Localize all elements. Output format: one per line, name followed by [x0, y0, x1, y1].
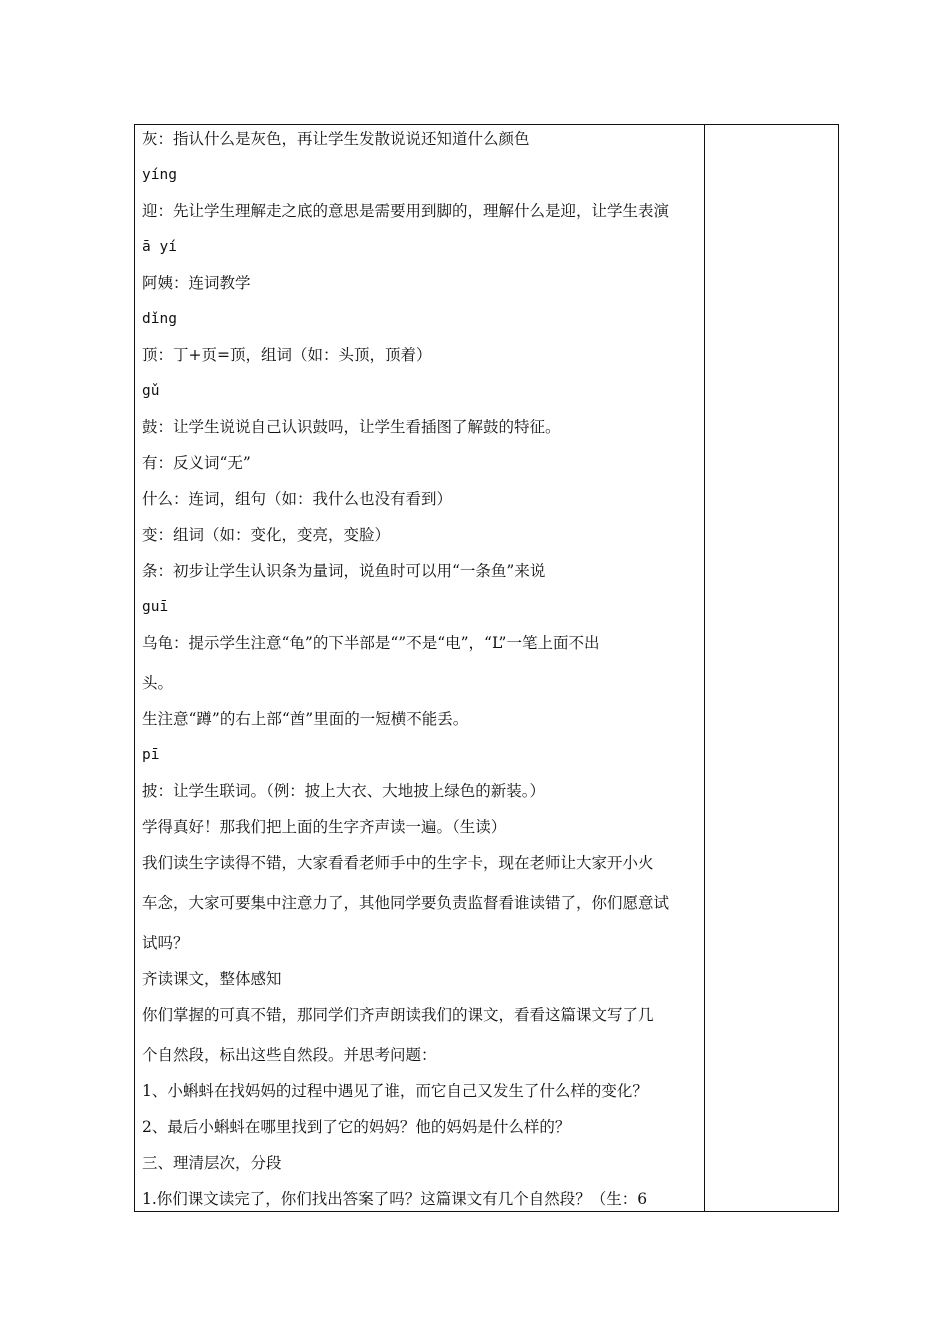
text-line: 你们掌握的可真不错，那同学们齐声朗读我们的课文，看看这篇课文写了几 — [142, 1006, 654, 1024]
text-line: 迎：先让学生理解走之底的意思是需要用到脚的，理解什么是迎，让学生表演 — [142, 202, 670, 220]
text-line: 什么：连词，组句（如：我什么也没有看到） — [142, 490, 453, 508]
text-line: 条：初步让学生认识条为量词，说鱼时可以用“一条鱼”来说 — [142, 562, 546, 580]
text-line: 2、最后小蝌蚪在哪里找到了它的妈妈？他的妈妈是什么样的？ — [142, 1118, 571, 1136]
text-line: 个自然段，标出这些自然段。并思考问题： — [142, 1046, 437, 1064]
lesson-plan-table — [134, 124, 839, 1212]
text-line: 头。 — [142, 674, 174, 692]
notes-cell — [705, 125, 838, 1211]
text-line: 披：让学生联词。（例：披上大衣、大地披上绿色的新装。） — [142, 782, 546, 800]
text-line: 我们读生字读得不错，大家看看老师手中的生字卡，现在老师让大家开小火 — [142, 854, 654, 872]
pinyin-line: gǔ — [142, 383, 160, 399]
text-line: 顶：丁+页=顶，组词（如：头顶，顶着） — [142, 346, 432, 364]
pinyin-line: dǐng — [142, 311, 177, 327]
text-line: 齐读课文，整体感知 — [142, 970, 282, 988]
pinyin-line: pī — [142, 747, 160, 763]
pinyin-line: ā yí — [142, 239, 177, 255]
text-line: 三、理清层次，分段 — [142, 1154, 282, 1172]
pinyin-line: yíng — [142, 167, 177, 183]
text-line: 1.你们课文读完了，你们找出答案了吗？这篇课文有几个自然段？（生：6 — [142, 1190, 648, 1208]
text-line: 1、小蝌蚪在找妈妈的过程中遇见了谁，而它自己又发生了什么样的变化？ — [142, 1082, 648, 1100]
text-line: 灰：指认什么是灰色，再让学生发散说说还知道什么颜色 — [142, 130, 530, 148]
text-line: 乌龟：提示学生注意“龟”的下半部是“”不是“电”，“L”一笔上面不出 — [142, 634, 600, 652]
text-line: 变：组词（如：变化，变亮，变脸） — [142, 526, 391, 544]
text-line: 学得真好！那我们把上面的生字齐声读一遍。（生读） — [142, 818, 507, 836]
text-line: 生注意“蹲”的右上部“酋”里面的一短横不能丢。 — [142, 710, 469, 728]
text-line: 有：反义词“无” — [142, 454, 251, 472]
text-line: 鼓：让学生说说自己认识鼓吗，让学生看插图了解鼓的特征。 — [142, 418, 561, 436]
text-line: 车念，大家可要集中注意力了，其他同学要负责监督看谁读错了，你们愿意试 — [142, 894, 670, 912]
text-line: 试吗？ — [142, 934, 189, 952]
text-line: 阿姨：连词教学 — [142, 274, 251, 292]
pinyin-line: guī — [142, 599, 169, 615]
